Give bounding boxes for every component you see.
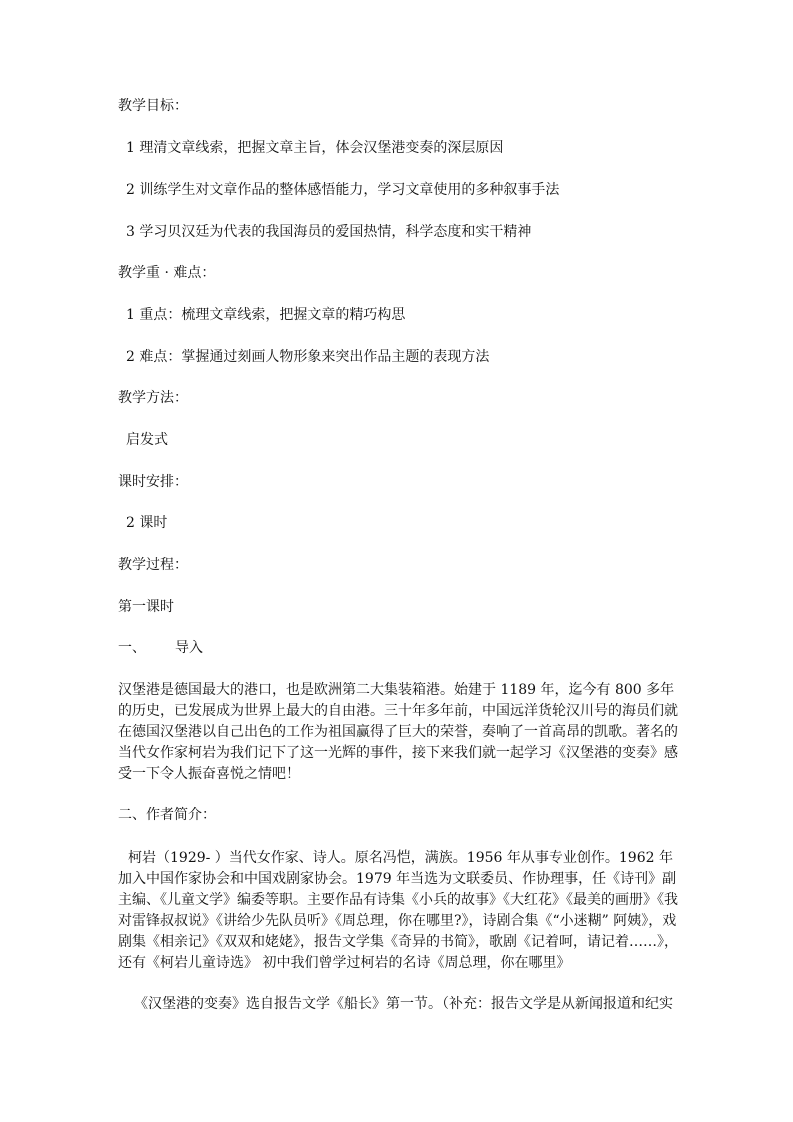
keypoint-item: 1 重点：梳理文章线索，把握文章的精巧构思 [126, 307, 406, 323]
process-heading: 教学过程： [118, 557, 188, 573]
section-1-title: 导入 [175, 640, 203, 656]
method-heading: 教学方法： [118, 390, 188, 406]
section-1-number: 一、 [118, 640, 146, 656]
intro-paragraph: 汉堡港是德国最大的港口，也是欧洲第二大集装箱港。始建于 1189 年，迄今有 800 多年的历史，已发展成为世界上最大的自由港。三十年多年前，中国远洋货轮汉川号的海员们就在德国汉堡港以自己出色的工作为祖国赢得了巨大的荣誉，奏响了一首高昂的凯歌。著名的当代女作家柯岩为我们记下了这一光辉的事件，接下来我们就一起学习《汉堡港的变奏》感受一下令人振奋喜悦之情吧！ [118, 682, 678, 782]
section-2-heading: 二、作者简介： [118, 807, 216, 823]
goal-item: 3 学习贝汉廷为代表的我国海员的爱国热情，科学态度和实干精神 [126, 224, 532, 240]
goal-item: 2 训练学生对文章作品的整体感悟能力，学习文章使用的多种叙事手法 [126, 182, 560, 198]
source-paragraph: 《汉堡港的变奏》选自报告文学《船长》第一节。（补充：报告文学是从新闻报道和纪实 [134, 996, 673, 1012]
first-lesson-title: 第一课时 [118, 599, 174, 615]
keypoint-item: 2 难点：掌握通过刻画人物形象来突出作品主题的表现方法 [126, 349, 490, 365]
keypoints-heading: 教学重 · 难点： [118, 265, 216, 281]
method-value: 启发式 [126, 432, 168, 448]
goal-item: 1 理清文章线索，把握文章主旨，体会汉堡港变奏的深层原因 [126, 140, 504, 156]
section-1-heading [118, 639, 203, 657]
schedule-value: 2 课时 [126, 515, 168, 531]
author-paragraph: 柯岩（1929- ）当代女作家、诗人。原名冯恺，满族。1956 年从事专业创作。1962 年加入中国作家协会和中国戏剧家协会。1979 年当选为文联委员、作协理事，任《诗刊》副主编、《儿童文学》编委等职。主要作品有诗集《小兵的故事》《大红花》《最美的画册》《我对雷锋叔叔说》《讲给少先队员听》《周总理，你在哪里?》，诗剧合集《“小迷糊” 阿姨》，戏剧集《相亲记》《双双和姥姥》，报告文学集《奇异的书简》，歌剧《记着呵，请记着……》，还有《柯岩儿童诗选》 初中我们曾学过柯岩的名诗《周总理，你在哪里》 [118, 850, 678, 971]
schedule-heading: 课时安排： [118, 474, 188, 490]
goals-heading: 教学目标： [118, 98, 188, 114]
